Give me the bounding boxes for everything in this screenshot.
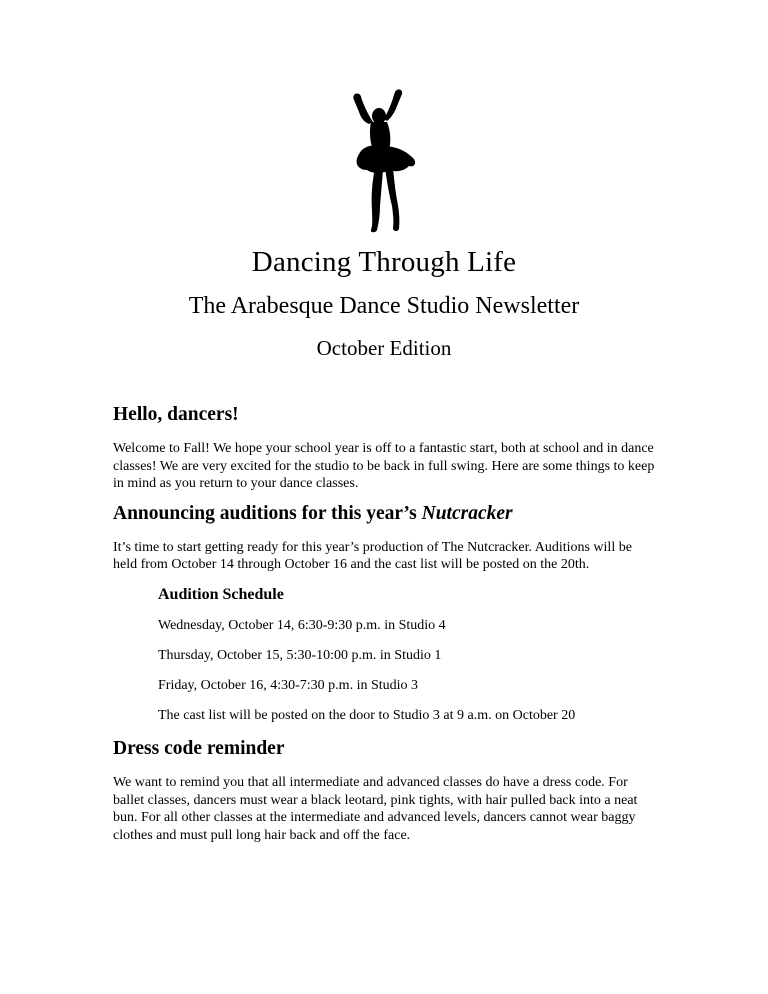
auditions-heading-text: Announcing auditions for this year’s [113, 502, 422, 524]
section-body-auditions: It’s time to start getting ready for this year’s production of The Nutcracker. Auditions will be held from October 14 through October 16 and the cast list will be posted on the 20th. [113, 539, 632, 573]
newsletter-edition: October Edition [316, 336, 452, 360]
ballerina-silhouette-icon [345, 88, 425, 234]
section-body-dress-code: We want to remind you that all intermediate and advanced classes do have a dress code. For ballet classes, dancers must wear a black leotard, pink tights, with hair pulled back into a neat bun. For all other classes at the intermediate and advanced levels, dancers cannot wear baggy clothes and must pull long hair back and off the face. [113, 774, 638, 843]
schedule-item: Thursday, October 15, 5:30-10:00 p.m. in Studio 1 [158, 647, 442, 663]
schedule-item: Friday, October 16, 4:30-7:30 p.m. in Studio 3 [158, 677, 419, 693]
newsletter-content [113, 403, 658, 844]
audition-schedule [158, 585, 658, 724]
schedule-item: The cast list will be posted on the door to Studio 3 at 9 a.m. on October 20 [158, 707, 576, 723]
schedule-item: Wednesday, October 14, 6:30-9:30 p.m. in Studio 4 [158, 617, 446, 633]
newsletter-title: Dancing Through Life [251, 246, 517, 278]
newsletter-subtitle: The Arabesque Dance Studio Newsletter [188, 293, 580, 319]
section-heading-auditions [113, 502, 658, 526]
audition-schedule-heading: Audition Schedule [158, 585, 284, 603]
section-body-greeting: Welcome to Fall! We hope your school year is off to a fantastic start, both at school and in dance classes! We are very excited for the studio to be back in full swing. Here are some things to keep in mind as you return to your dance classes. [113, 441, 655, 492]
auditions-heading-italic: Nutcracker [421, 502, 513, 524]
section-heading-dress-code: Dress code reminder [113, 737, 285, 759]
section-heading-greeting: Hello, dancers! [113, 404, 239, 425]
